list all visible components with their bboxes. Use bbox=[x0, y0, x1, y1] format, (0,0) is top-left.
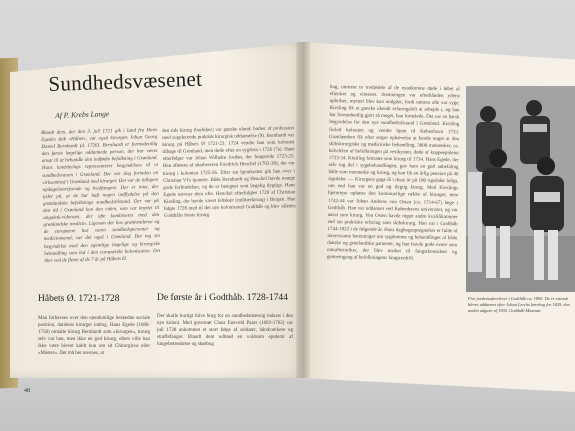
right-column: bug, omtrent to tredjedele af de nyankomne døde i løbet af efteråret og vinteren. Stemningen var efterhånden yderst ophidset, mytteri blev kun undgået, fordi næsten alle var syge. Kiesling fik et ganske ukendt erfaringsfelt at arbejde i, og han har formodentlig gjort så meget, han formåede. Det var en barsk begyndelse for den nye sundhedstilstand i Grønland. Kiesling forlod kolonien og vendte hjem til København 1733. Grønlændere fik efter ærgre ophævelse at kende noget at den skibskirurgiske og medicinske behandling. 3000 mennesker, ca. halvdelen af befolkningen på vestkysten, døde af koppeepidemi 1733-34. Kiesling fortsatte som kirurg til 1734. Hans Egede, der selv tog del i sygebehandlingen, gav ham en god anbefaling både som menneske og kirurg, og han fik en årlig pension på 40 rigsdaler. — Kirurgens gage lå i disse år på 100 rigsdaler årligt, om end han var en god og dygtig kirurg. Med Kieslings hjemrejse ophørte den kontinuerlige række af kirurger, men 1742-44 var Johan Andreas von Osten (ca. 1714-67) læge i Godthåb. Han var uddannet ved Københavns universitet, og var ansat som kirurg. Von Osten havde ingen andre kvalifikationer end sin praktiske erfaring som skibskirurg. Han var i Godthåb 1744-1822 i de følgende år. Hans dagbogsoptegnelser er fulde af interessante beretninger om sygdomme og behandlinger af både danske og grønlandske patienter, og han havde gode evner som naturhistoriker, der blev ønsket til fangstkonsulent og gennemgang af befolkningens fangsterdrift. bbox=[326, 84, 460, 262]
intro-text: Blandt dem, der den 3. juli 1721 gik i land fra Hans Egedes skib »Håbet«, var også kirurgen Johan Georg Daniel Bernhardt (d. 1726). Bernhardt er formodentlig den første lægelige uddannede person, der har været ansat til at behandle den indfødte befolkning i Grønland. Hans landsbyings repræsenterer begyndelsen til et sundhedsvæsen i Grønland. bbox=[41, 127, 159, 179]
article-author: Af P. Krebs Lange bbox=[55, 109, 110, 120]
section-heading-godthab: De første år i Godthåb. 1728-1744 bbox=[157, 293, 288, 303]
page-number: 48 bbox=[24, 388, 30, 394]
article-title: Sundhedsvæsenet bbox=[48, 66, 203, 96]
photo-figures bbox=[466, 86, 575, 292]
book-gutter bbox=[296, 42, 310, 378]
intro-paragraph bbox=[41, 127, 161, 280]
historical-photo bbox=[466, 86, 575, 292]
left-column-2 bbox=[162, 125, 297, 294]
section-text-godthab: Der skulle hurtigt blive brug for en sundhedsmæssig indsats i den nye koloni. Med guvernør Claus Enevold Paars (1683-1762) var juli 1728 ankommet et stort følge af soldater, håndværkere og straffefanger. Blandt dem udbrød en voldsom epidemi af lungebetændelse og skørbug bbox=[157, 314, 293, 348]
photo-caption: Fire jordemoderelever i Godthåb ca. 1890. De er vistnok blevet uddannet efter Johan Lerchs lærebog fra 1829, den anden udgave af 1905. Godthåb Museum. bbox=[468, 296, 570, 313]
section-heading-habets: Håbets Ø. 1721-1728 bbox=[38, 294, 120, 304]
col1-text: Der var dog forinden en virksomhed i Grønland med kirurger. Det var de tidligere opdagelsesrejsende og hvalfangere. Der er intet, der tyder på, at de har haft nogen indflydelse på den grønlandske befolknings sundhedstilstand. Der var på den tid i Grønland kun den viden, som var knyttet til angakok-vidensen, der ofte kombineret med den grønlandske medicin. Ligesom der hos grønlænderne og de europæere har været sundhedspersoner og medicinmænd, var det også i Grønland. Det tog sin begyndelse med den egentlige lægelige og kirurgiske behandling som led i den europæiske kolonisation. Det blev ved de fleste af de 7 år på Håbets Ø. bbox=[42, 170, 161, 264]
col2-text: den tids kirurg (barbiker) var ganske uland: barber af profession med supplerende praktisk kirurgisk uddannelse (9). Bernhardt var kirurg på Håbets Ø 1721-23. 1724 vendte han som kolonist tilbage til Grønland, men døde efter en sygdom i 1726 (7a). Hans efterfølger var Johan Wilhelm Jordan, der fungerede 1723-25. Han afløstes af sbarbereren Friedrich Henckel (1702-38), der var kirurg i kolonien 1725-26. Efter sin hjemkomst gik han over i Christian VI's tjeneste. Både Bernhardt og Henckel havde mange gode forbindelser, og de er betegnet som lægelig dygtige. Hans Egede nævner dem ofte. Henckel efterfulgtes 1728 af Christian Kiesling, der havde været feltskær (militærkirurg) i Bergen. Han fulgte 1728 med til det nye koloniested Godthåb og blev således Godthåbs første kirurg. bbox=[162, 126, 296, 220]
section-text-habets: Man forbavses over den ejendomlige beskedne sociale position, datidens kirurger indtog. Hans Egede (1686-1758) omtalte kirurg Bernhardt som »kirurgen«, kirurg selv var han, men ikke en god kirurg, ellers ville han ikke være blevet kaldt kun om sit Chirurgicus eller »Master«. Det må her nævnes, at bbox=[38, 316, 150, 357]
